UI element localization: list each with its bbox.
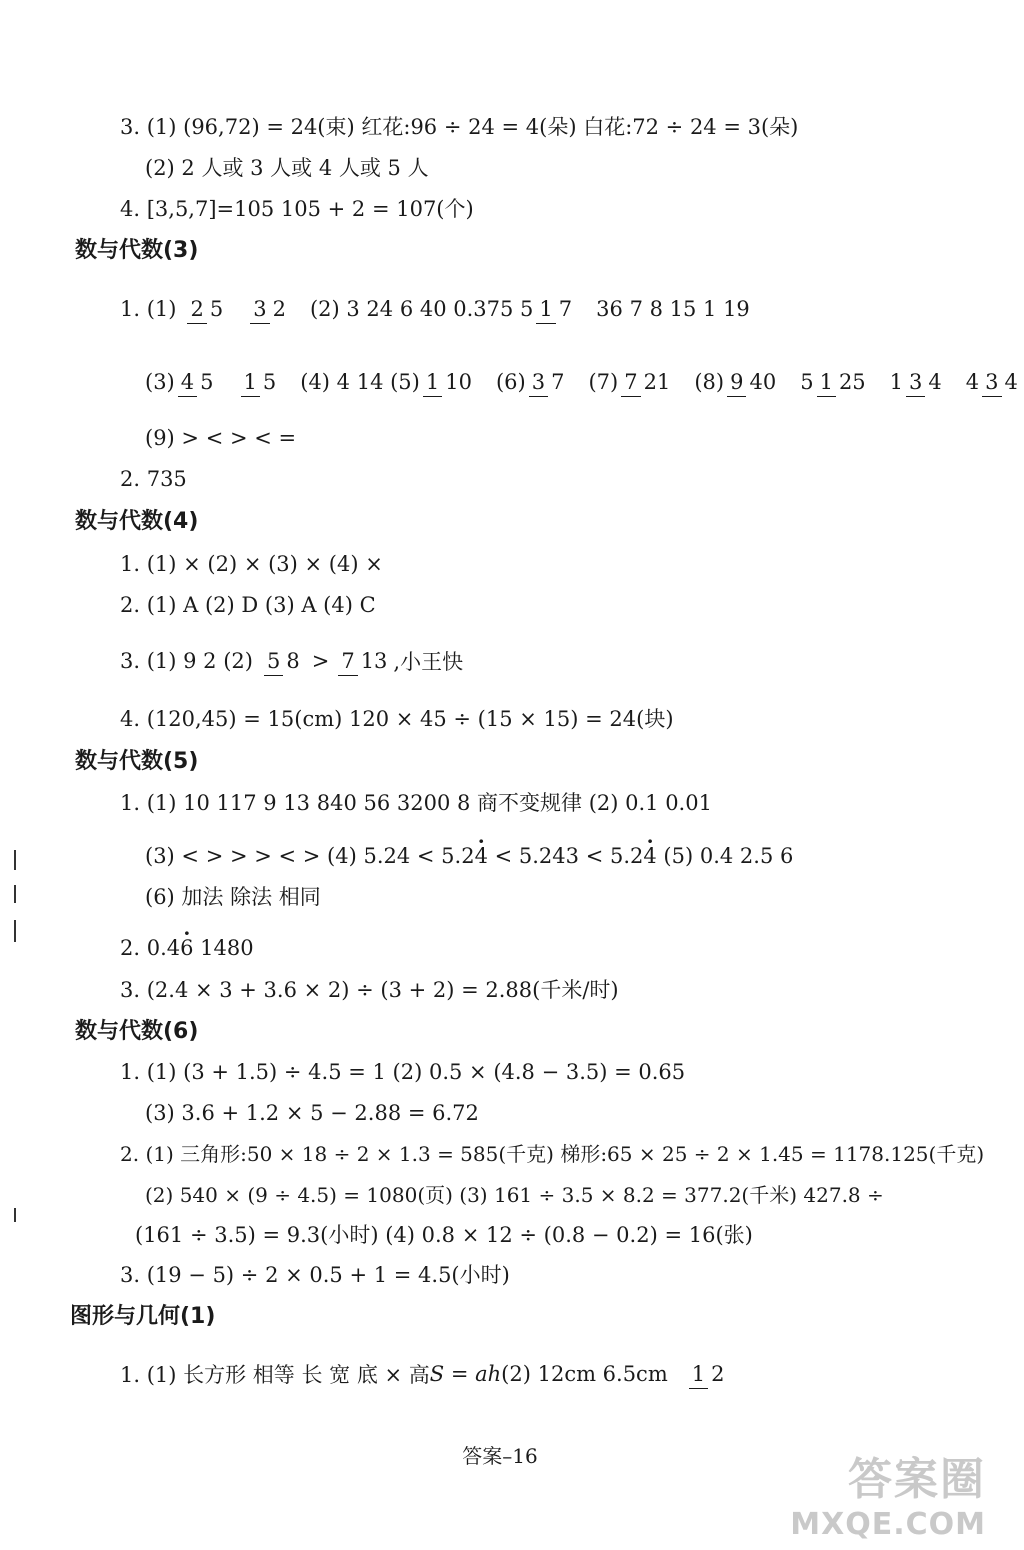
answer-line-2: 2. (1) A (2) D (3) A (4) C <box>120 593 376 617</box>
fraction: 1 10 <box>423 371 475 393</box>
answer-line-2-2: (2) 540 × (9 ÷ 4.5) = 1080(页) (3) 161 ÷ 3.5 × 8.2 = 377.2(千米) 427.8 ÷ <box>145 1183 884 1207</box>
repeating-decimal-digit: 4 · <box>475 844 488 868</box>
margin-mark <box>14 920 16 942</box>
margin-mark <box>14 885 16 903</box>
answer-line-2-1: 2. (1) 三角形:50 × 18 ÷ 2 × 1.3 = 585(千克) 梯形:65 × 25 ÷ 2 × 1.45 = 1178.125(千克) <box>120 1142 985 1166</box>
repeating-decimal-digit: 4 · <box>643 844 656 868</box>
answer-line-1: 1. (1) × (2) × (3) × (4) × <box>120 552 383 576</box>
fraction: 3 4 <box>982 371 1021 393</box>
fraction: 3 4 <box>906 371 945 393</box>
margin-mark <box>14 850 16 870</box>
answer-line-1-3: (3) 3.6 + 1.2 × 5 − 2.88 = 6.72 <box>145 1101 479 1125</box>
answer-row-3: 3. (1) 9 2 (2) 5 8 > 7 13 ,小王快 <box>120 648 464 674</box>
answer-line-2-3: (161 ÷ 3.5) = 9.3(小时) (4) 0.8 × 12 ÷ (0.8 − 0.2) = 16(张) <box>135 1223 753 1247</box>
answer-line-1-6: (6) 加法 除法 相同 <box>145 885 321 909</box>
fraction: 2 5 <box>187 298 226 320</box>
answer-line-2: 2. 735 <box>120 467 187 491</box>
repeating-decimal-digit: 6 · <box>180 936 193 960</box>
answer-row-geometry-1: 1. (1) 长方形 相等 长 宽 底 × 高 S = ah (2) 12cm 6.5cm 1 2 <box>120 1345 731 1403</box>
fraction: 5 8 <box>264 650 303 672</box>
answer-line-3-2: (2) 2 人或 3 人或 4 人或 5 人 <box>145 156 429 180</box>
margin-mark <box>14 1208 16 1222</box>
page-number: 答案–16 <box>462 1444 538 1468</box>
fraction: 9 40 <box>727 371 779 393</box>
answer-line-4: 4. [3,5,7]=105 105 + 2 = 107(个) <box>120 197 474 221</box>
answer-line-3: 3. (2.4 × 3 + 3.6 × 2) ÷ (3 + 2) = 2.88(千米/时) <box>120 978 619 1002</box>
fraction: 1 25 <box>817 371 869 393</box>
section-title-algebra-6: 数与代数(6) <box>75 1019 199 1044</box>
area-formula: S = ah <box>429 1362 502 1386</box>
answer-line-9: (9) > < > < = <box>145 426 297 450</box>
fraction: 7 21 <box>621 371 673 393</box>
answer-line-4: 4. (120,45) = 15(cm) 120 × 45 ÷ (15 × 15) = 24(块) <box>120 707 674 731</box>
watermark-logo: 答案圈 MXQE.COM <box>790 1454 986 1542</box>
fraction: 1 5 <box>241 371 280 393</box>
answer-line-3: 3. (19 − 5) ÷ 2 × 0.5 + 1 = 4.5(小时) <box>120 1263 510 1287</box>
answer-line-1-1: 1. (1) 10 117 9 13 840 56 3200 8 商不变规律 (2) 0.1 0.01 <box>120 791 712 815</box>
answer-line-1-1: 1. (1) (3 + 1.5) ÷ 4.5 = 1 (2) 0.5 × (4.8 − 3.5) = 0.65 <box>120 1060 686 1084</box>
fraction: 3 7 <box>529 371 568 393</box>
answer-row-3-2: (3) 4 5 1 5 (4) 4 14 (5) 1 10 (6) 3 7 (7) 7 21 (8) 9 40 5 1 25 1 3 4 4 3 4 <box>145 353 1024 411</box>
section-title-algebra-3: 数与代数(3) <box>75 238 199 263</box>
fraction: 7 13 <box>338 650 390 672</box>
answer-line-2: 2. 0.46 · 1480 <box>120 938 254 959</box>
fraction: 1 2 <box>689 1363 728 1385</box>
answer-line-3-1: 3. (1) (96,72) = 24(束) 红花:96 ÷ 24 = 4(朵) 白花:72 ÷ 24 = 3(朵) <box>120 115 799 139</box>
fraction: 3 2 <box>250 298 289 320</box>
section-title-algebra-5: 数与代数(5) <box>75 749 199 774</box>
mixed-fraction-part: 1 7 <box>536 298 575 320</box>
section-title-geometry-1: 图形与几何(1) <box>70 1304 216 1329</box>
answer-line-1-3: (3) < > > > < > (4) 5.24 < 5.24 · < 5.243 < 5.24 · (5) 0.4 2.5 6 <box>145 846 793 867</box>
answer-row-3-1: 1. (1) 2 5 3 2 (2) 3 24 6 40 0.375 5 1 7 36 7 8 15 1 19 <box>120 280 750 338</box>
section-title-algebra-4: 数与代数(4) <box>75 509 199 534</box>
fraction: 4 5 <box>178 371 217 393</box>
